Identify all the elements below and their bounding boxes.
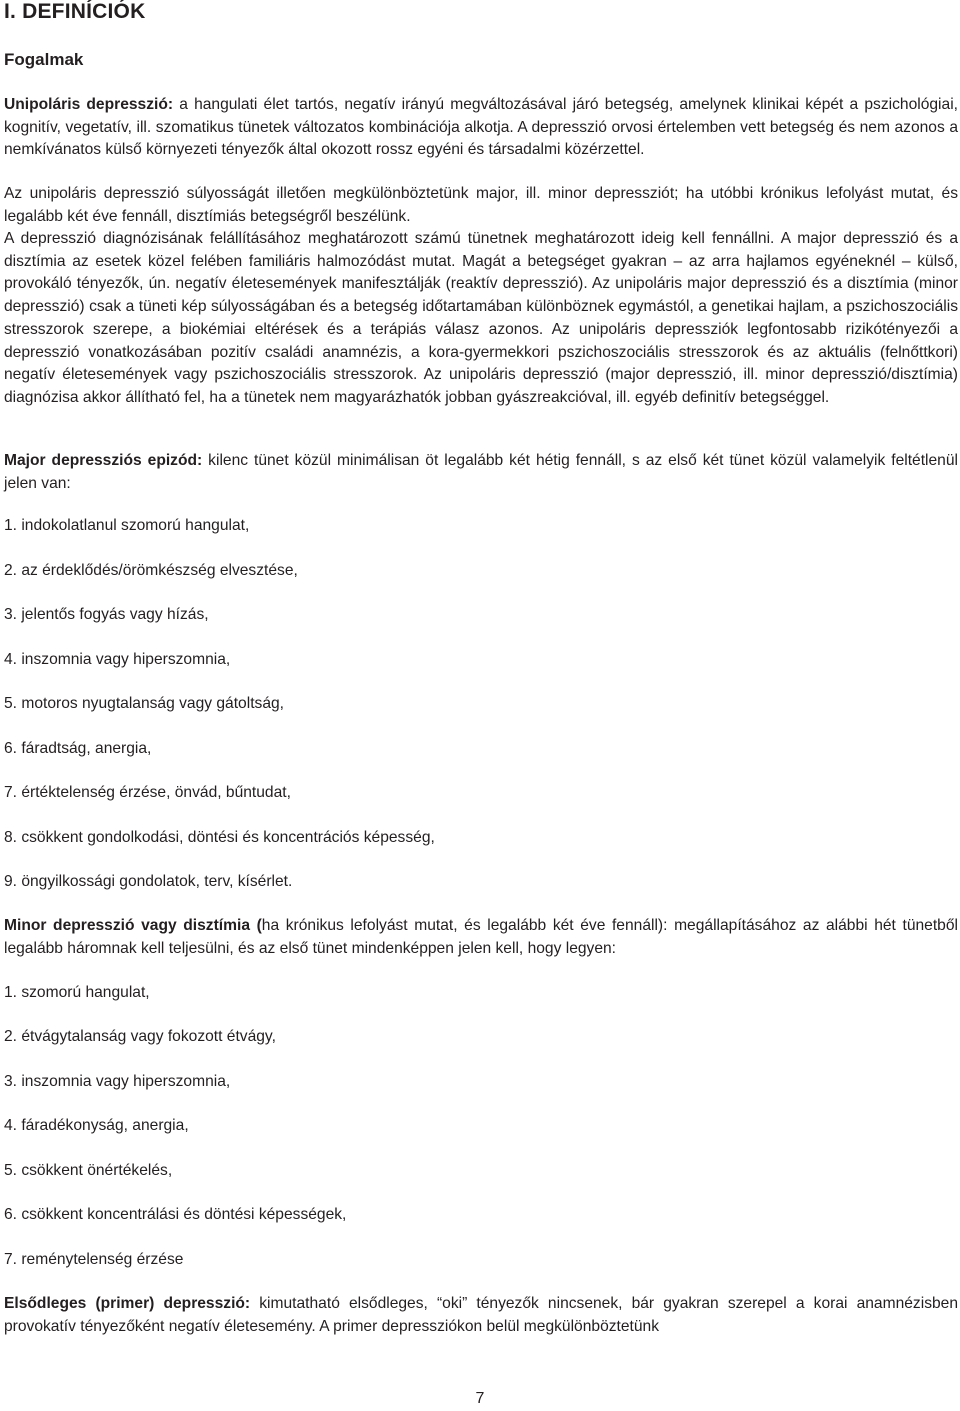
primary-depression-definition	[4, 1293, 958, 1338]
minor-symptom-item: 4. fáradékonyság, anergia,	[4, 1117, 189, 1134]
major-symptom-item: 2. az érdeklődés/örömkészség elvesztése,	[4, 562, 298, 579]
minor-depression-definition	[4, 915, 958, 960]
primary-depression-text: kimutatható elsődleges, “oki” tényezők nincsenek, bár gyakran szerepel a korai anamnézisben provokatív tényezőként negatív életesemény. A primer depressziókon belül megkülönböztetünk	[4, 1295, 959, 1335]
unipolar-text: a hangulati élet tartós, negatív irányú megváltozásával járó betegség, amelynek klinikai képét a pszichológiai, kognitív, vegetatív, ill. szomatikus tünetek változatos kombinációja alkotja. A depresszió orvosi értelemben vett betegség és nem azonos a nemkívánatos külső környezeti tényezők által okozott rossz egyéni és társadalmi közérzettel.	[4, 96, 958, 159]
major-symptom-item: 7. értéktelenség érzése, önvád, bűntudat,	[4, 784, 291, 801]
major-episode-text: kilenc tünet közül minimálisan öt legalább két hétig fennáll, s az első két tünet közül valamelyik feltétlenül jelen van:	[4, 452, 958, 492]
major-symptom-item: 9. öngyilkossági gondolatok, terv, kísérlet.	[4, 873, 293, 890]
section-title: I. DEFINÍCIÓK	[4, 0, 146, 23]
major-symptom-item: 1. indokolatlanul szomorú hangulat,	[4, 517, 250, 534]
minor-symptom-item: 7. reménytelenség érzése	[4, 1251, 184, 1268]
severity-paragraph: Az unipoláris depresszió súlyosságát illetően megkülönböztetünk major, ill. minor depressziót; ha utóbbi krónikus lefolyást mutat, és legalább két éve fennáll, disztímiás betegségről beszélünk.	[4, 185, 958, 225]
minor-symptom-item: 2. étvágytalanság vagy fokozott étvágy,	[4, 1028, 276, 1045]
minor-depression-term: Minor depresszió vagy disztímia (	[4, 917, 262, 934]
major-symptom-item: 6. fáradtság, anergia,	[4, 740, 152, 757]
page-number: 7	[475, 1390, 485, 1407]
unipolar-term: Unipoláris depresszió:	[4, 96, 174, 113]
minor-symptom-item: 3. inszomnia vagy hiperszomnia,	[4, 1073, 231, 1090]
primary-depression-term: Elsődleges (primer) depresszió:	[4, 1295, 251, 1312]
major-symptom-item: 3. jelentős fogyás vagy hízás,	[4, 606, 209, 623]
diagnosis-paragraph: A depresszió diagnózisának felállításához meghatározott számú tünetnek meghatározott ideig kell fennállni. A major depresszió és a disztímia az esetek közel felében familiáris halmozódást mutat. Magát a betegséget gyakran – az arra hajlamos egyéneknél – külső, provokáló tényezők, ún. negatív életesemények manifesztálják (reaktív depresszió). Az unipoláris major depresszió és a disztímia (minor depresszió) csak a tüneti kép súlyosságában és a betegség időtartamában különböznek egymástól, a genetikai hajlam, a pszichoszociális stresszorok szerepe, a biokémiai eltérések és a terápiás válasz azonos. Az unipoláris depressziók legfontosabb rizikótényezői a depresszió vonatkozásában pozitív családi anamnézis, a kora-gyermekkori pszichoszociális stresszorok és az aktuális (felnőttkori) negatív életesemények vagy pszichoszociális stresszorok. Az unipoláris depresszió (major depresszió, ill. minor depresszió/disztímia) diagnózisa akkor állítható fel, ha a tünetek nem magyarázhatók jobban gyászreakcióval, ill. egyéb definitív betegséggel.	[4, 230, 958, 406]
minor-symptom-item: 5. csökkent önértékelés,	[4, 1162, 173, 1179]
minor-depression-text: ha krónikus lefolyást mutat, és legalább két éve fennáll): megállapításához az alábbi hét tünetből legalább háromnak kell teljesülni, és az első tünet mindenképpen jelen kell, hogy legyen:	[4, 917, 958, 957]
major-symptom-item: 8. csökkent gondolkodási, döntési és koncentrációs képesség,	[4, 829, 435, 846]
minor-symptom-item: 6. csökkent koncentrálási és döntési képességek,	[4, 1206, 347, 1223]
major-symptom-item: 5. motoros nyugtalanság vagy gátoltság,	[4, 695, 284, 712]
major-symptom-item: 4. inszomnia vagy hiperszomnia,	[4, 651, 231, 668]
major-episode-term: Major depressziós epizód:	[4, 452, 203, 469]
minor-symptom-item: 1. szomorú hangulat,	[4, 984, 150, 1001]
subtitle: Fogalmak	[4, 50, 84, 69]
major-episode-definition	[4, 450, 958, 495]
unipolar-definition	[4, 94, 958, 162]
